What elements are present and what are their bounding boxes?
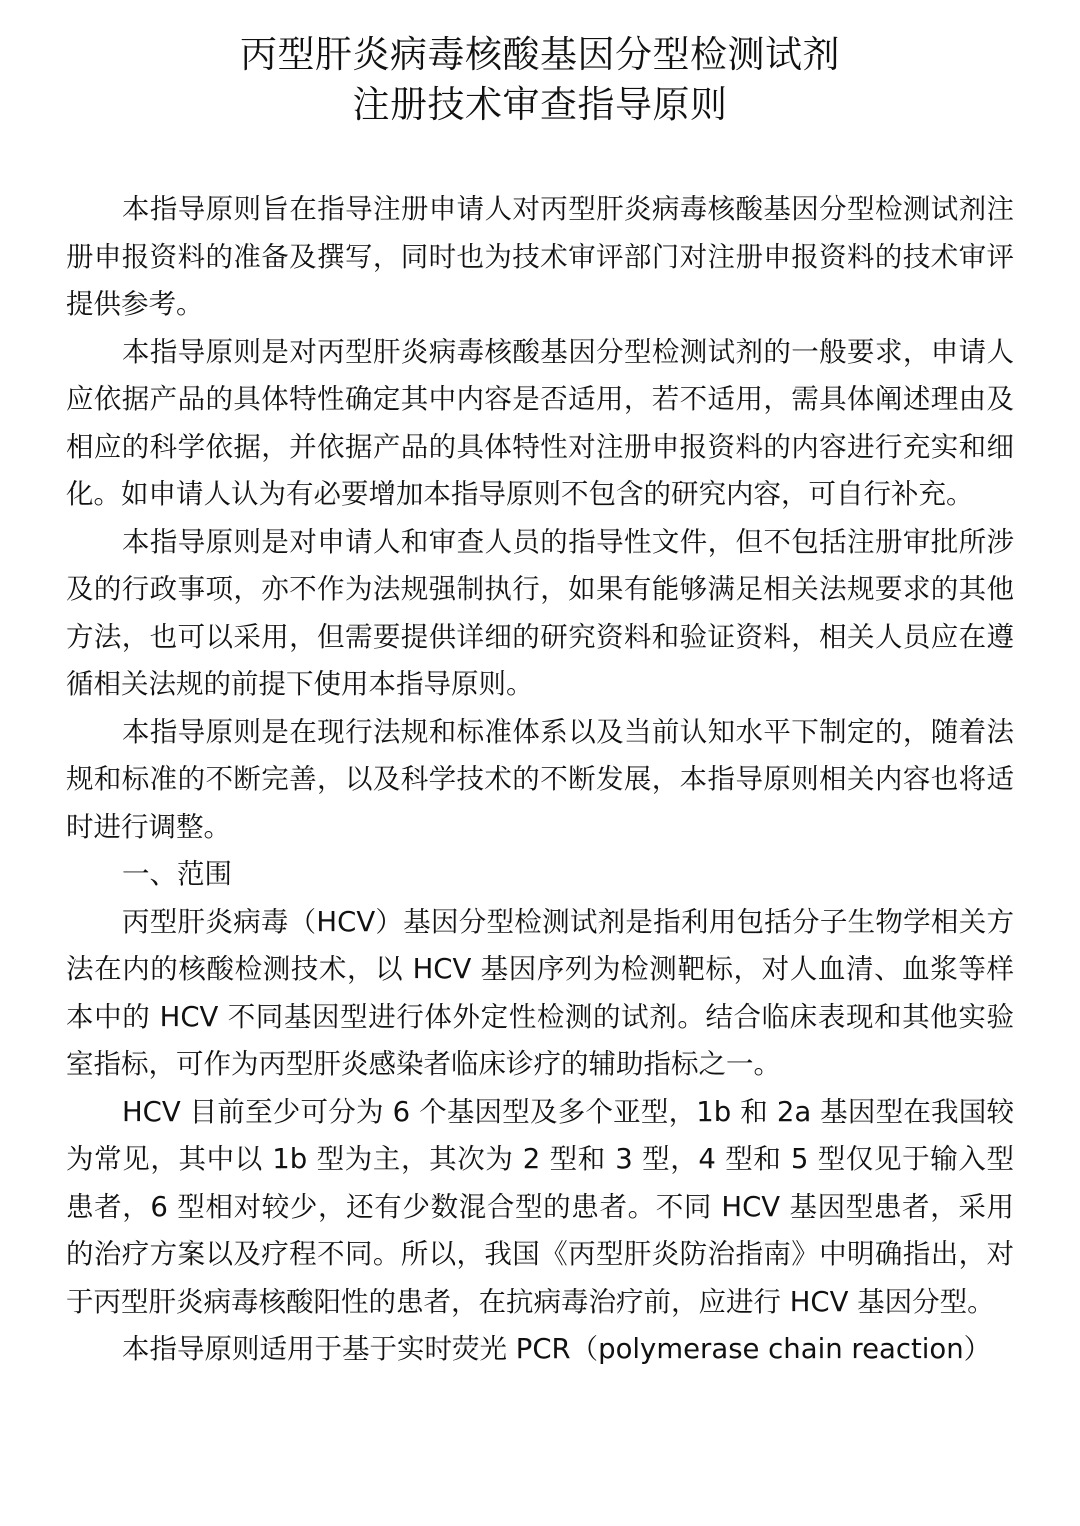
document-title-line1: 丙型肝炎病毒核酸基因分型检测试剂 <box>240 33 840 76</box>
paragraph-genotypes: HCV 目前至少可分为 6 个基因型及多个亚型，1b 和 2a 基因型在我国较为常见，其中以 1b 型为主，其次为 2 型和 3 型，4 型和 5 型仅见于输入型患者，6 型相对较少，还有少数混合型的患者。不同 HCV 基因型患者，采用的治疗方案以及疗程不同。所以，我国《丙型肝炎防治指南》中明确指出，对于丙型肝炎病毒核酸阳性的患者，在抗病毒治疗前，应进行 HCV 基因分型。 <box>66 1095 1014 1318</box>
paragraph-revision-note: 本指导原则是在现行法规和标准体系以及当前认知水平下制定的，随着法规和标准的不断完善，以及科学技术的不断发展，本指导原则相关内容也将适时进行调整。 <box>66 715 1014 843</box>
paragraph-purpose: 本指导原则旨在指导注册申请人对丙型肝炎病毒核酸基因分型检测试剂注册申报资料的准备及撰写，同时也为技术审评部门对注册申报资料的技术审评提供参考。 <box>66 193 1014 320</box>
paragraph-general-requirements: 本指导原则是对丙型肝炎病毒核酸基因分型检测试剂的一般要求，申请人应依据产品的具体特性确定其中内容是否适用，若不适用，需具体阐述理由及相应的科学依据，并依据产品的具体特性对注册申报资料的内容进行充实和细化。如申请人认为有必要增加本指导原则不包含的研究内容，可自行补充。 <box>66 335 1014 510</box>
paragraph-scope-definition: 丙型肝炎病毒（HCV）基因分型检测试剂是指利用包括分子生物学相关方法在内的核酸检测技术，以 HCV 基因序列为检测靶标，对人血清、血浆等样本中的 HCV 不同基因型进行体外定性检测的试剂。结合临床表现和其他实验室指标，可作为丙型肝炎感染者临床诊疗的辅助指标之一。 <box>66 905 1014 1080</box>
document-title-line2: 注册技术审查指导原则 <box>352 83 728 126</box>
paragraph-applicability: 本指导原则适用于基于实时荧光 PCR（polymerase chain reaction） <box>122 1333 992 1365</box>
section-heading-scope: 一、范围 <box>122 858 232 890</box>
paragraph-guidance-nature: 本指导原则是对申请人和审查人员的指导性文件，但不包括注册审批所涉及的行政事项，亦不作为法规强制执行，如果有能够满足相关法规要求的其他方法，也可以采用，但需要提供详细的研究资料和验证资料，相关人员应在遵循相关法规的前提下使用本指导原则。 <box>66 525 1014 700</box>
document-body <box>66 186 1014 1374</box>
